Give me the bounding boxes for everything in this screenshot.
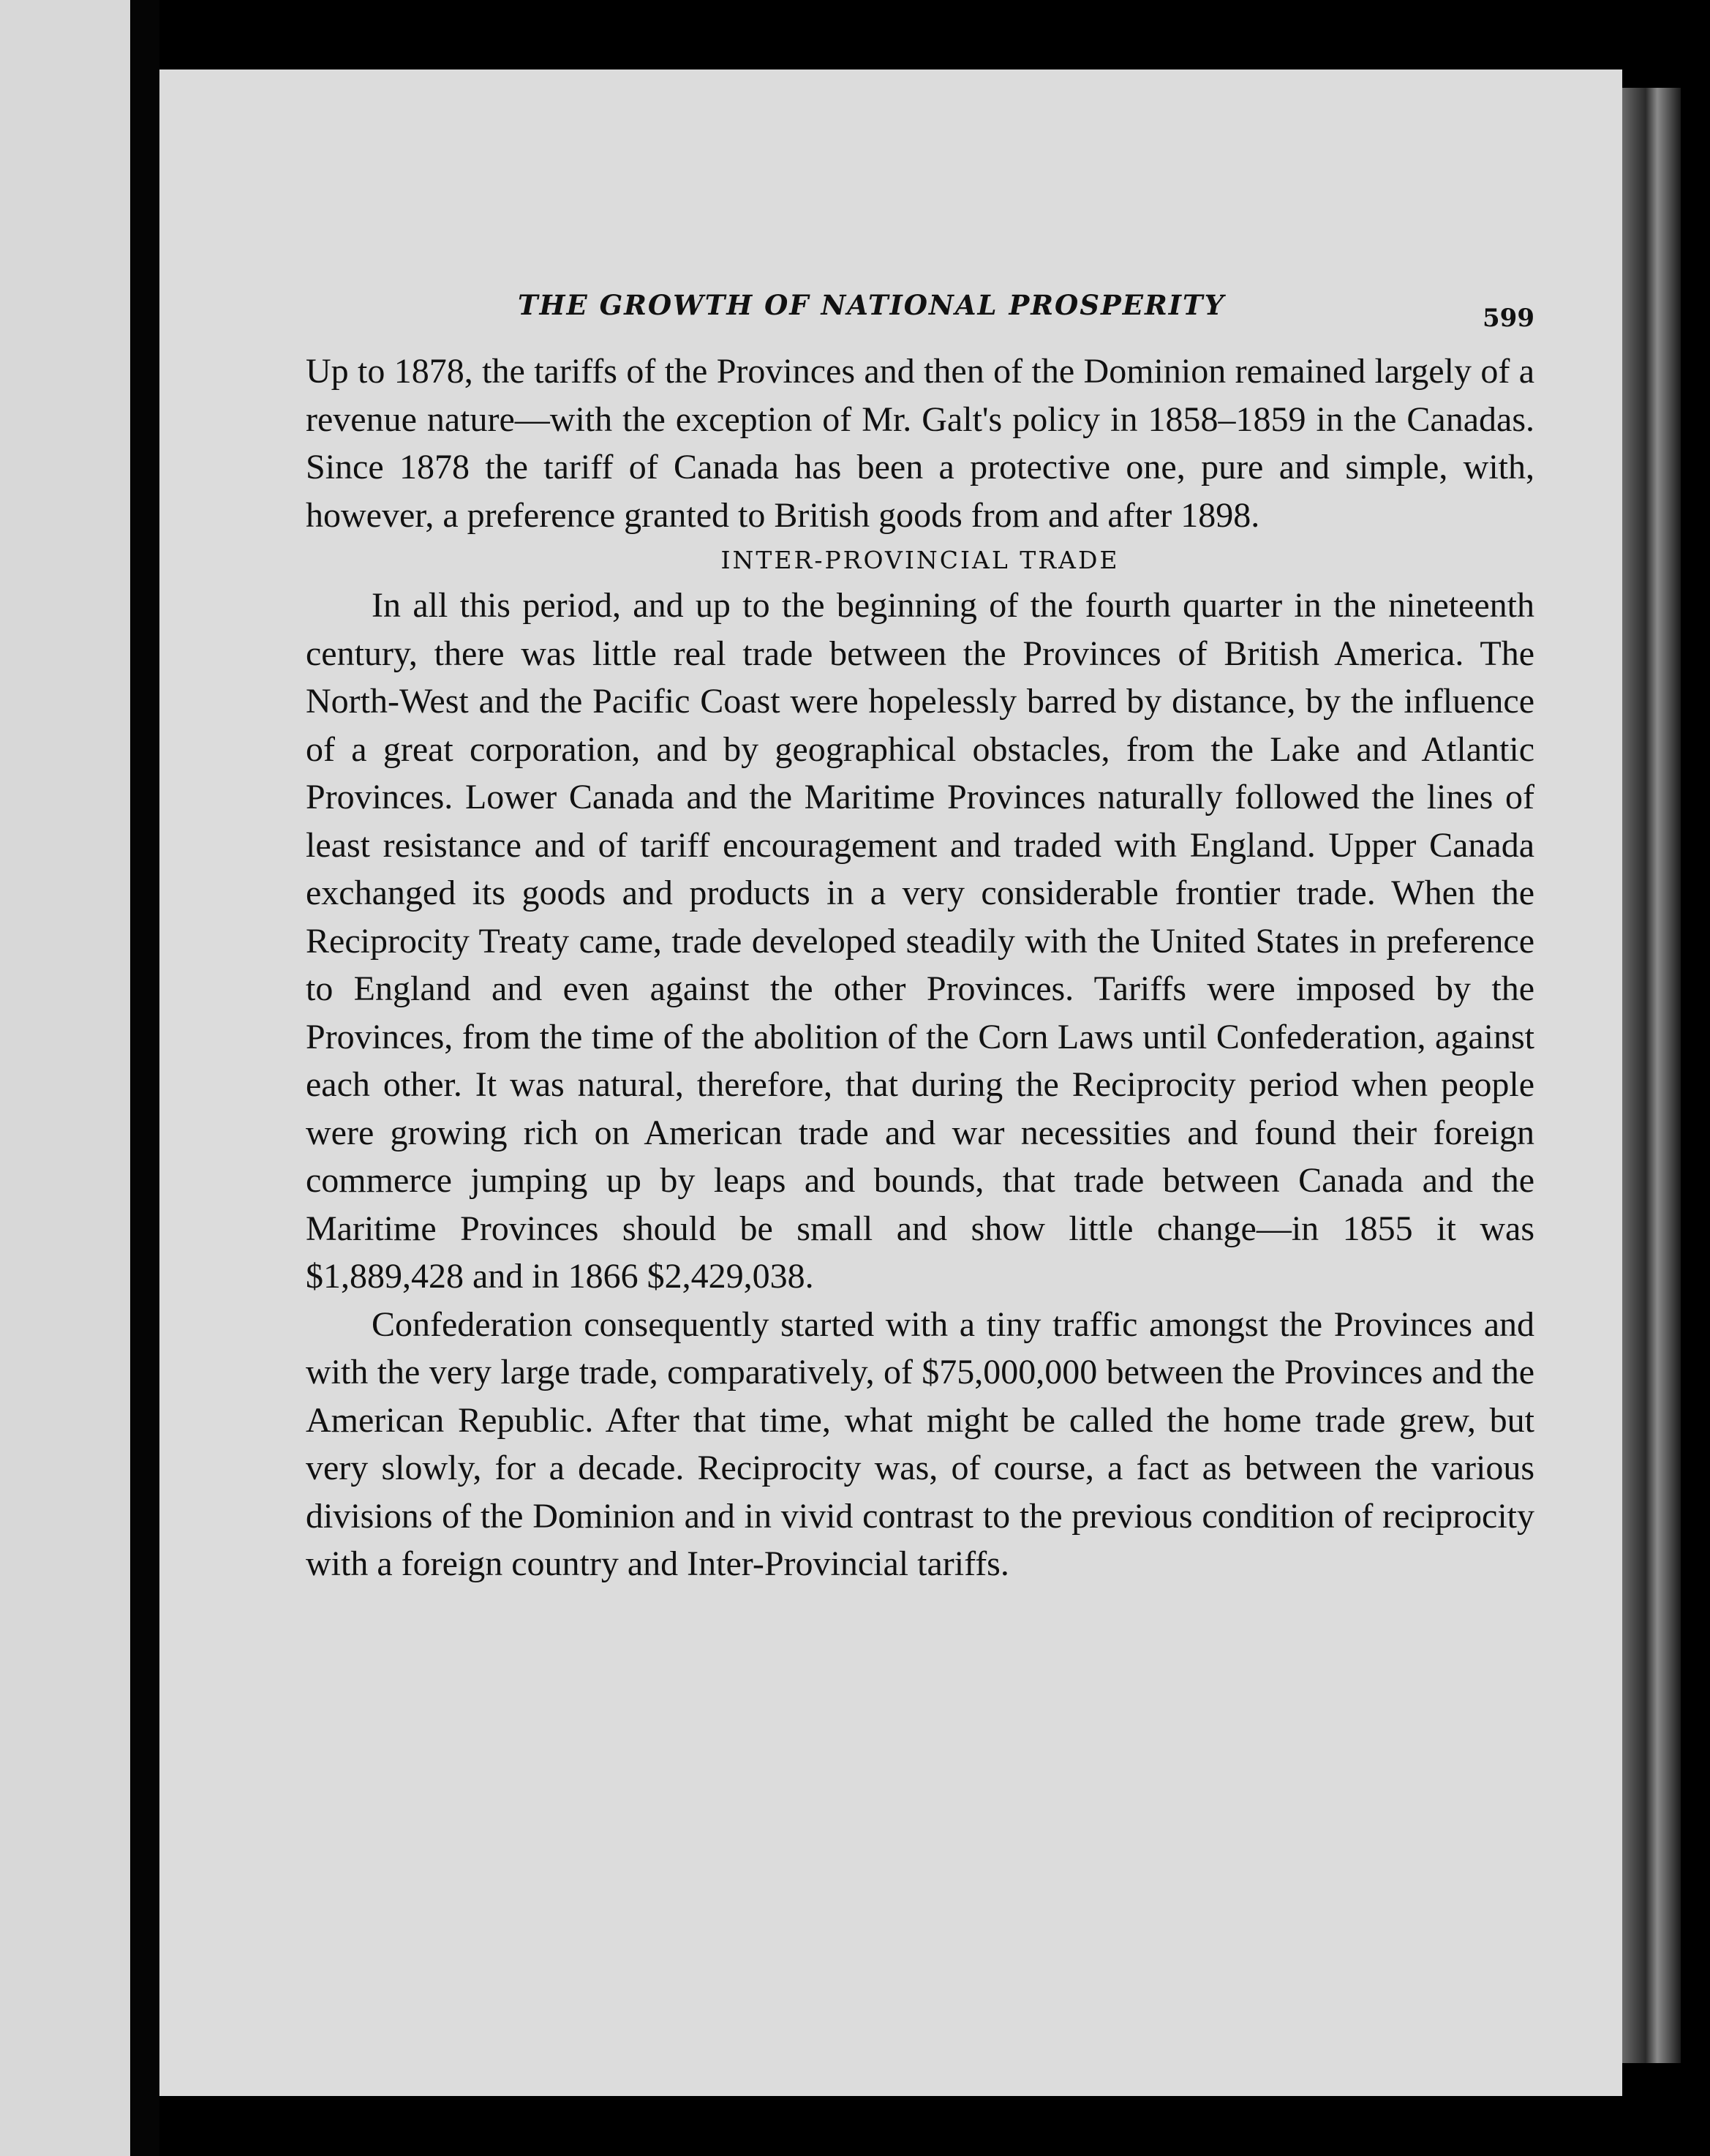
paragraph-confederation: Confederation consequently started with a tiny traffic amongst the Provinces and with the very large trade, comparatively, of $75,000,000 between the Provinces and the American Republic. After that time, what might be called the home trade grew, but very slowly, for a decade. Reciprocity was, of course, a fact as between the various divisions of the Dominion and in vivid contrast to the previous condition of reciprocity with a foreign country and Inter-Provincial tariffs.: [306, 1304, 1534, 1583]
running-head: THE GROWTH OF NATIONAL PROSPERITY: [518, 289, 1226, 321]
page-header: [306, 289, 1534, 348]
section-heading: INTER-PROVINCIAL TRADE: [720, 546, 1120, 574]
facing-page-edge: [0, 0, 130, 2156]
page-content: [306, 289, 1534, 1588]
book-spine: [130, 0, 159, 2156]
paragraph-inter-provincial-trade: In all this period, and up to the beginning of the fourth quarter in the nineteenth century, there was little real trade between the Provinces of British America. The North-West and the Pacific Coast were hopelessly barred by distance, by the influence of a great corporation, and by geographical obstacles, from the Lake and Atlantic Provinces. Lower Canada and the Maritime Provinces naturally followed the lines of least resistance and of tariff encouragement and traded with England. Upper Canada exchanged its goods and products in a very considerable frontier trade. When the Reciprocity Treaty came, trade developed steadily with the United States in preference to England and even against the other Provinces. Tariffs were imposed by the Provinces, from the time of the abolition of the Corn Laws until Confederation, against each other. It was natural, therefore, that during the Reciprocity period when people were growing rich on American trade and war necessities and found their foreign commerce jumping up by leaps and bounds, that trade between Canada and the Maritime Provinces should be small and show little change—in 1855 it was $1,889,428 and in 1866 $2,429,038.: [306, 586, 1534, 1296]
page-number: 599: [1483, 304, 1534, 333]
book-page: [159, 70, 1622, 2096]
page-stack-edge: [1622, 88, 1681, 2063]
paragraph-tariffs: Up to 1878, the tariffs of the Provinces and then of the Dominion remained largely of a revenue nature—with the exception of Mr. Galt's policy in 1858–1859 in the Canadas. Since 1878 the tariff of Canada has been a protective one, pure and simple, with, however, a preference granted to British goods from and after 1898.: [306, 352, 1534, 535]
